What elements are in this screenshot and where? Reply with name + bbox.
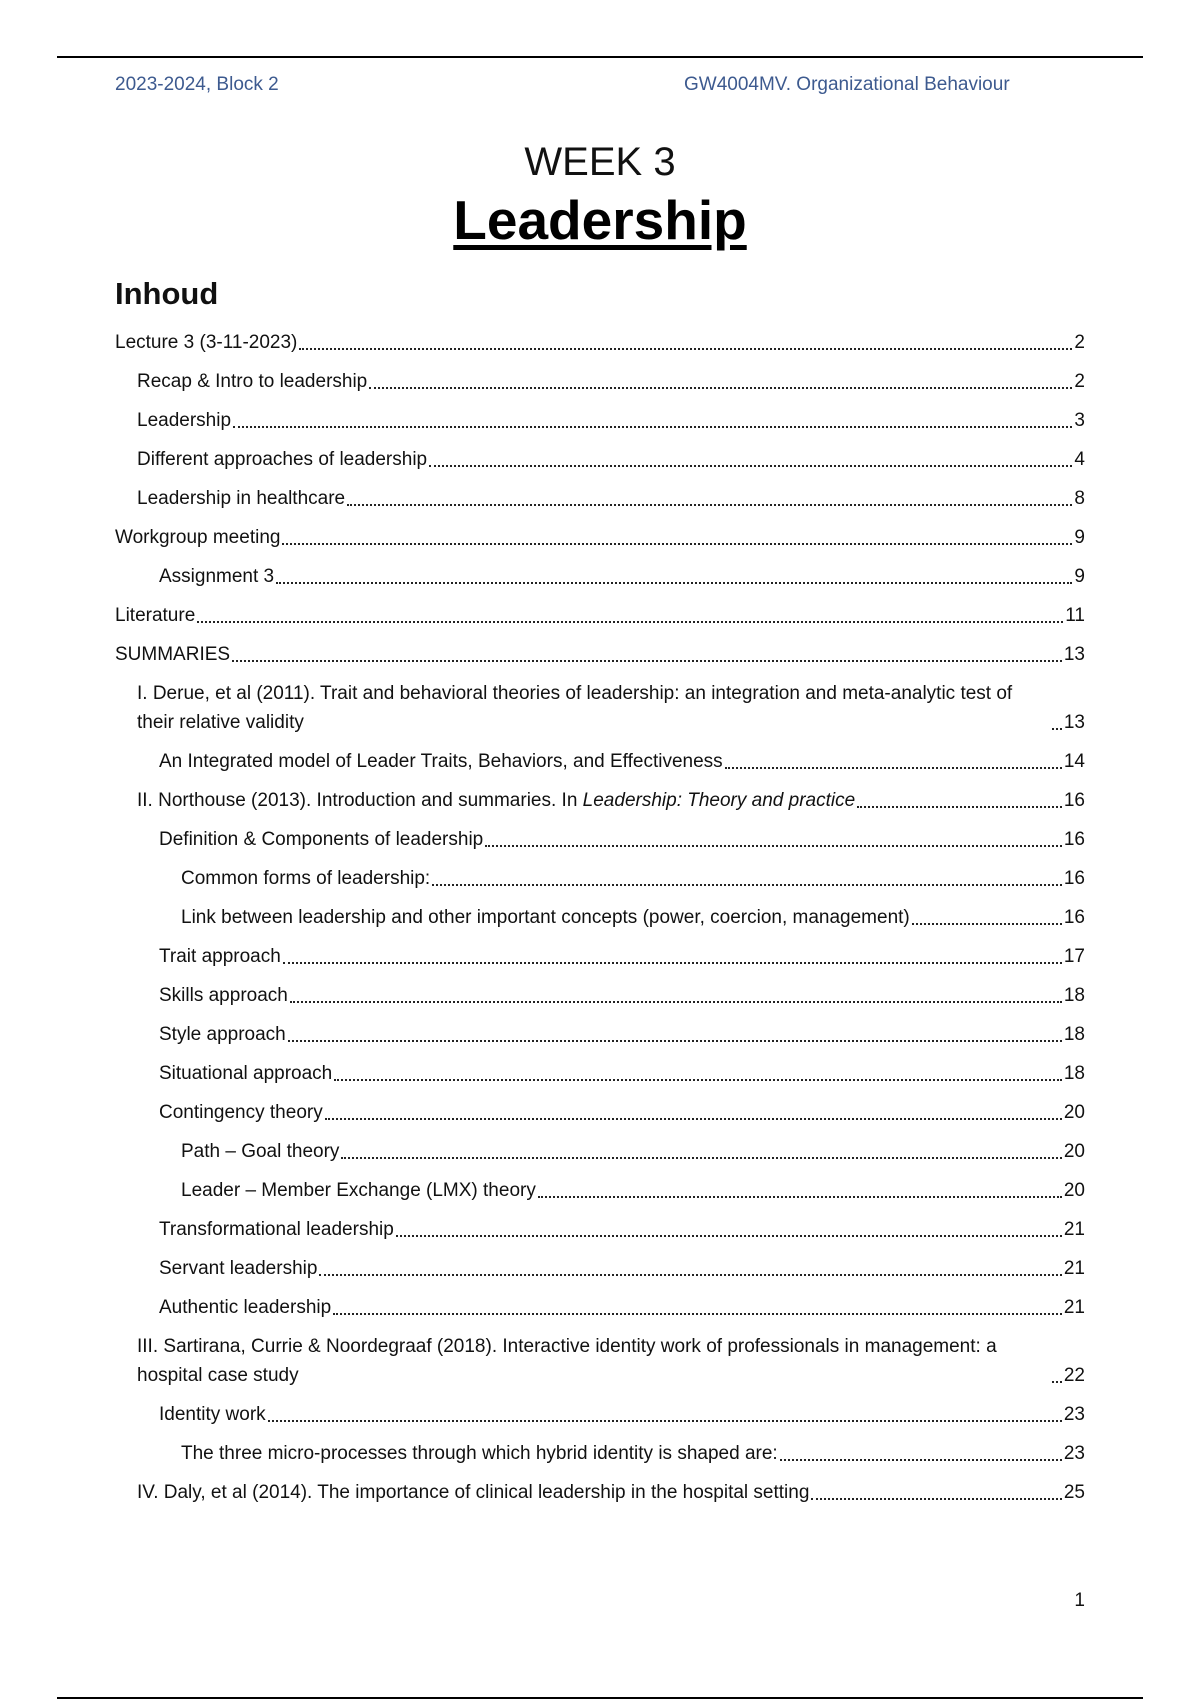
toc-entry-page: 21	[1063, 1258, 1085, 1279]
toc-entry-title: Servant leadership	[159, 1258, 318, 1279]
toc-entry[interactable]	[115, 1176, 1085, 1205]
toc-entry[interactable]	[115, 1098, 1085, 1127]
toc-entry-page: 16	[1063, 790, 1085, 811]
toc-entry-title: Identity work	[159, 1404, 266, 1425]
toc-entry-text	[115, 523, 280, 552]
toc-entry[interactable]	[115, 328, 1085, 357]
toc-entry-text	[137, 1332, 1050, 1390]
dot-leader	[288, 1040, 1062, 1042]
toc-entry-page: 23	[1063, 1443, 1085, 1464]
dot-leader	[233, 426, 1072, 428]
dot-leader	[396, 1235, 1062, 1237]
toc-entry-page: 4	[1074, 449, 1085, 470]
toc-entry-title: Recap & Intro to leadership	[137, 371, 368, 392]
toc-entry-title: Workgroup meeting	[115, 527, 281, 548]
toc-entry-page: 21	[1063, 1219, 1085, 1240]
toc-entry-page: 3	[1074, 410, 1085, 431]
toc-entry-text	[181, 1439, 778, 1468]
toc-entry-page: 11	[1065, 605, 1085, 626]
toc-entry-text	[181, 864, 430, 893]
toc-entry-page: 16	[1063, 907, 1085, 928]
toc-entry-title: Transformational leadership	[159, 1219, 394, 1240]
toc-entry-text	[137, 367, 367, 396]
toc-entry-title: Authentic leadership	[159, 1297, 332, 1318]
dot-leader	[485, 845, 1062, 847]
toc-entry-text	[159, 1215, 394, 1244]
toc-entry-page: 16	[1063, 829, 1085, 850]
toc-entry[interactable]	[115, 786, 1085, 815]
dot-leader	[319, 1274, 1061, 1276]
dot-leader	[811, 1498, 1061, 1500]
toc-entry-page: 14	[1063, 751, 1085, 772]
toc-entry-text	[115, 601, 195, 630]
toc-entry-text	[159, 747, 723, 776]
toc-entry-title: Style approach	[159, 1024, 286, 1045]
toc-entry-text	[159, 942, 281, 971]
toc-entry-page: 21	[1063, 1297, 1085, 1318]
toc-entry-text	[159, 1293, 331, 1322]
toc-entry-page: 18	[1063, 1024, 1085, 1045]
toc-entry-text	[159, 1400, 266, 1429]
dot-leader	[325, 1118, 1062, 1120]
header-right: GW4004MV. Organizational Behaviour	[684, 74, 1010, 95]
toc-entry-page: 18	[1063, 985, 1085, 1006]
toc-entry-title: Different approaches of leadership	[137, 449, 428, 470]
dot-leader	[333, 1313, 1062, 1315]
toc-entry-page: 23	[1063, 1404, 1085, 1425]
toc-entry-text	[181, 1137, 339, 1166]
toc-entry-text	[159, 1254, 317, 1283]
toc-entry-title: Trait approach	[159, 946, 281, 967]
toc-entry-title: The three micro-processes through which hybrid identity is shaped are:	[181, 1443, 778, 1464]
dot-leader	[290, 1001, 1062, 1003]
dot-leader	[725, 767, 1062, 769]
toc-entry[interactable]	[115, 864, 1085, 893]
toc-entry-title: Common forms of leadership:	[181, 868, 431, 889]
header-left: 2023-2024, Block 2	[115, 74, 279, 95]
toc-entry-title: Lecture 3 (3-11-2023)	[115, 332, 298, 353]
toc-entry-page: 17	[1063, 946, 1085, 967]
toc-entry-title: Skills approach	[159, 985, 288, 1006]
toc-entry-title: An Integrated model of Leader Traits, Behaviors, and Effectiveness	[159, 751, 723, 772]
dot-leader	[1052, 1381, 1062, 1383]
toc-entry-title: Link between leadership and other important concepts (power, coercion, management)	[181, 907, 910, 928]
toc-heading: Inhoud	[115, 276, 219, 311]
toc-entry-title: SUMMARIES	[115, 644, 231, 665]
dot-leader	[912, 923, 1062, 925]
toc-entry-title: Assignment 3	[159, 566, 275, 587]
dot-leader	[282, 543, 1072, 545]
toc-entry-page: 8	[1074, 488, 1085, 509]
toc-entry-title: Situational approach	[159, 1063, 333, 1084]
toc-entry[interactable]	[115, 1137, 1085, 1166]
toc-entry-title: Leader – Member Exchange (LMX) theory	[181, 1180, 536, 1201]
table-of-contents	[115, 328, 1085, 1517]
toc-entry[interactable]	[115, 1439, 1085, 1468]
toc-entry-text	[159, 1020, 286, 1049]
toc-entry-title: II. Northouse (2013). Introduction and summaries. In	[137, 790, 583, 811]
bottom-rule	[57, 1697, 1143, 1699]
dot-leader	[276, 582, 1072, 584]
toc-entry-page: 16	[1063, 868, 1085, 889]
toc-entry-title: Path – Goal theory	[181, 1141, 340, 1162]
dot-leader	[432, 884, 1062, 886]
toc-entry[interactable]	[115, 1293, 1085, 1322]
toc-entry-title: IV. Daly, et al (2014). The importance of clinical leadership in the hospital setting	[137, 1482, 810, 1503]
toc-entry[interactable]	[115, 747, 1085, 776]
dot-leader	[341, 1157, 1061, 1159]
toc-entry-page: 9	[1074, 566, 1085, 587]
toc-entry-title: Leadership	[137, 410, 232, 431]
toc-entry-page: 25	[1063, 1482, 1085, 1503]
toc-entry-title: Contingency theory	[159, 1102, 323, 1123]
toc-entry-page: 20	[1063, 1102, 1085, 1123]
toc-entry[interactable]	[115, 825, 1085, 854]
toc-entry[interactable]	[115, 406, 1085, 435]
dot-leader	[369, 387, 1072, 389]
toc-entry-text	[137, 786, 855, 815]
toc-entry[interactable]	[115, 679, 1085, 737]
top-rule	[57, 56, 1143, 58]
toc-entry-italic-title: Leadership: Theory and practice	[582, 790, 856, 811]
dot-leader	[232, 660, 1062, 662]
toc-entry[interactable]	[115, 640, 1085, 669]
toc-entry[interactable]	[115, 981, 1085, 1010]
toc-entry[interactable]	[115, 1400, 1085, 1429]
toc-entry[interactable]	[115, 484, 1085, 513]
toc-entry-page: 22	[1063, 1365, 1085, 1386]
toc-entry[interactable]	[115, 1215, 1085, 1244]
page-title: Leadership	[453, 189, 747, 251]
toc-entry-page: 18	[1063, 1063, 1085, 1084]
toc-entry-title: III. Sartirana, Currie & Noordegraaf (2018). Interactive identity work of professionals in management: a hospital case study	[137, 1336, 997, 1386]
toc-entry[interactable]	[115, 942, 1085, 971]
toc-entry[interactable]	[115, 1059, 1085, 1088]
toc-entry-page: 13	[1063, 712, 1085, 733]
toc-entry[interactable]	[115, 367, 1085, 396]
toc-entry-page: 2	[1074, 332, 1085, 353]
toc-entry-text	[137, 445, 427, 474]
toc-entry-page: 2	[1074, 371, 1085, 392]
toc-entry-title: Definition & Components of leadership	[159, 829, 484, 850]
toc-entry[interactable]	[115, 601, 1085, 630]
toc-entry-page: 20	[1063, 1180, 1085, 1201]
toc-entry-text	[115, 640, 230, 669]
toc-entry-text	[159, 1059, 332, 1088]
toc-entry-text	[137, 484, 345, 513]
dot-leader	[1052, 728, 1062, 730]
toc-entry[interactable]	[115, 1020, 1085, 1049]
toc-entry[interactable]	[115, 1332, 1085, 1390]
toc-entry-text	[159, 1098, 323, 1127]
dot-leader	[780, 1459, 1062, 1461]
toc-entry[interactable]	[115, 1478, 1085, 1507]
toc-entry-title: Literature	[115, 605, 196, 626]
toc-entry-text	[159, 562, 274, 591]
page-number: 1	[1074, 1590, 1085, 1611]
toc-entry[interactable]	[115, 903, 1085, 932]
dot-leader	[429, 465, 1072, 467]
dot-leader	[538, 1196, 1062, 1198]
toc-entry-text	[137, 679, 1050, 737]
toc-entry[interactable]	[115, 523, 1085, 552]
toc-entry-text	[181, 1176, 536, 1205]
toc-entry-text	[181, 903, 910, 932]
toc-entry-text	[137, 406, 231, 435]
toc-entry-text	[159, 825, 483, 854]
toc-entry-page: 9	[1074, 527, 1085, 548]
toc-entry-title: I. Derue, et al (2011). Trait and behavioral theories of leadership: an integration and meta-analytic test of their relative validity	[137, 683, 1013, 733]
toc-entry[interactable]	[115, 562, 1085, 591]
dot-leader	[347, 504, 1072, 506]
toc-entry-text	[115, 328, 297, 357]
toc-entry-title: Leadership in healthcare	[137, 488, 346, 509]
dot-leader	[197, 621, 1063, 623]
dot-leader	[283, 962, 1062, 964]
toc-entry-text	[159, 981, 288, 1010]
toc-entry[interactable]	[115, 1254, 1085, 1283]
toc-entry-text	[137, 1478, 809, 1507]
dot-leader	[857, 806, 1062, 808]
dot-leader	[334, 1079, 1062, 1081]
toc-entry-page: 20	[1063, 1141, 1085, 1162]
dot-leader	[299, 348, 1072, 350]
toc-entry-page: 13	[1063, 644, 1085, 665]
dot-leader	[268, 1420, 1062, 1422]
week-label: WEEK 3	[524, 140, 676, 184]
toc-entry[interactable]	[115, 445, 1085, 474]
